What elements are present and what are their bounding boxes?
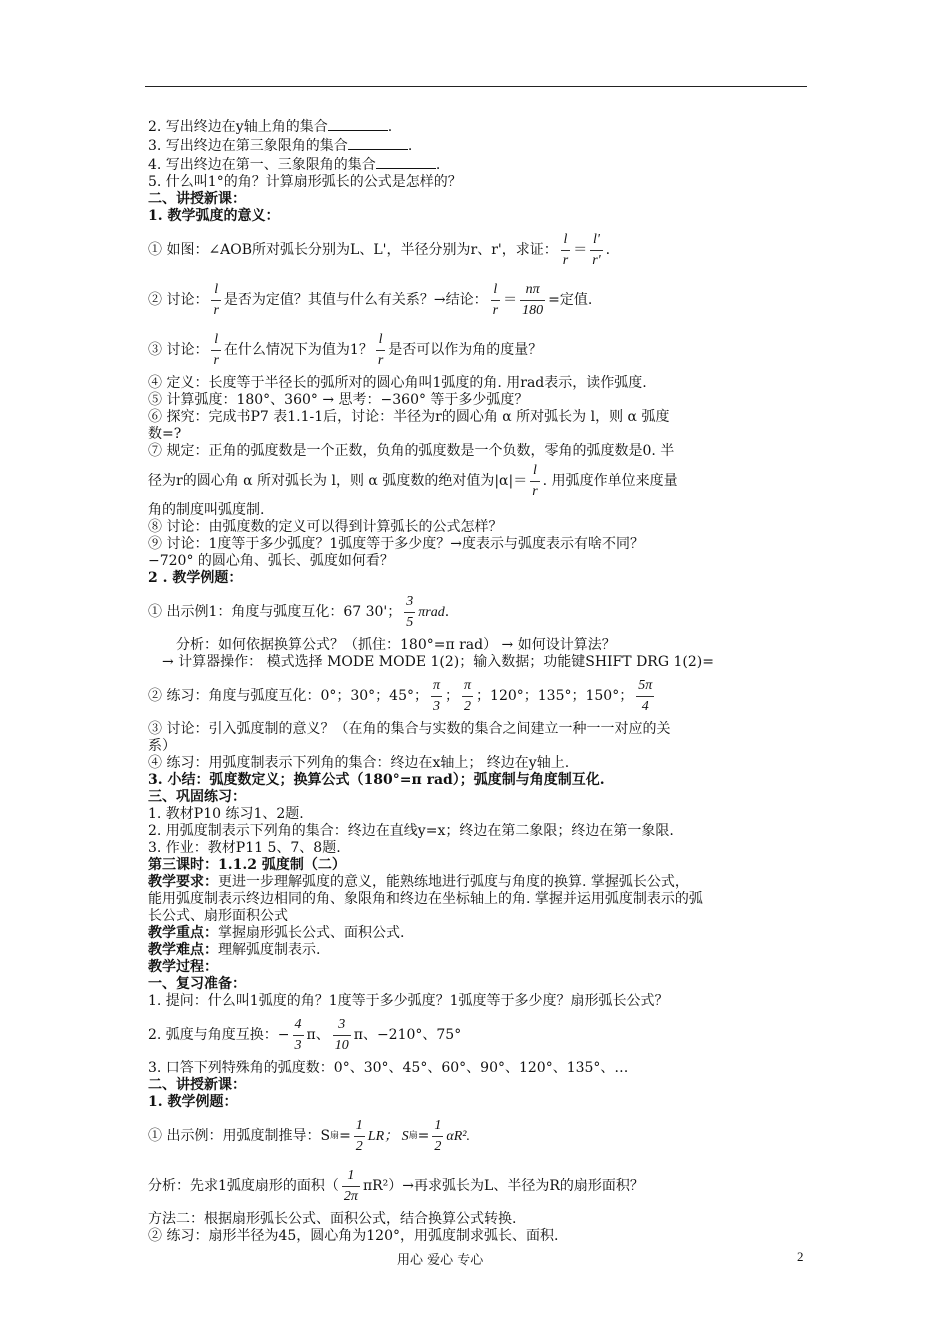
fraction: $\frac{4}{3}$: [294, 1016, 302, 1053]
fraction: $\frac{l}{r}$: [377, 331, 384, 368]
summary: 3. 小结：弧度数定义；换算公式（180°=π rad）；弧度制与角度制互化.: [148, 772, 605, 788]
review-r3: 3. 口答下列特殊角的弧度数：0°、30°、45°、60°、90°、120°、135°、…: [148, 1060, 629, 1076]
fraction: $\frac{5\pi}{4}$: [638, 677, 653, 714]
document-body: [148, 117, 808, 1245]
fraction: $\frac{3}{5}$: [406, 593, 414, 630]
header-rule: [145, 86, 807, 87]
fraction: $\frac{\pi}{3}$: [433, 677, 441, 714]
review-q2: 2. 写出终边在y轴上角的集合 .: [148, 119, 393, 135]
review-q5: 5. 什么叫1°的角？计算扇形弧长的公式是怎样的？: [148, 174, 462, 190]
section-title: 一、复习准备：: [148, 976, 246, 992]
analysis: 分析：先求1弧度扇形的面积（ $\frac{1}{2\pi}$ πR²）→再求弧长为L、半径为R的扇形面积？: [148, 1167, 644, 1204]
item-4: ④ 定义：长度等于半径长的弧所对的圆心角叫1弧度的角. 用rad表示，读作弧度.: [148, 375, 647, 391]
fraction: $\frac{3}{10}$: [334, 1016, 349, 1053]
fraction: $\frac{l}{r}$: [213, 281, 219, 318]
lesson-requirements-cont: 能用弧度制表示终边相同的角、象限角和终边在坐标轴上的角. 掌握并运用弧度制表示的弧: [148, 891, 703, 907]
section-title: 二、讲授新课：: [148, 191, 246, 207]
subsection-title: 2 . 教学例题：: [148, 570, 243, 586]
lesson-requirements: 教学要求：更进一步理解弧度的意义，能熟练地进行弧度与角度的换算. 掌握弧长公式，: [148, 874, 689, 890]
fraction: $\frac{n\pi}{180}$: [522, 281, 544, 318]
example-sector-area: ① 出示例：用弧度制推导：S 扇 = $\frac{1}{2}$ LR； S 扇 = $\frac{1}{2}$ αR².: [148, 1117, 470, 1154]
answer-blank: [328, 117, 388, 131]
lesson-requirements-cont: 长公式、扇形面积公式: [148, 908, 288, 924]
section-title: 三、巩固练习：: [148, 789, 246, 805]
lesson-difficulties: 教学难点：理解弧度制表示.: [148, 942, 321, 958]
fraction: $\frac{l'}{r'}$: [592, 231, 601, 268]
fraction: $\frac{1}{2}$: [434, 1117, 442, 1154]
item-1: ① 如图：∠AOB所对弧长分别为L、L'，半径分别为r、r'，求证： $\frac{l}{r}$ ＝ $\frac{l'}{r'}$ .: [148, 231, 611, 268]
item-2: ② 讨论： $\frac{l}{r}$ 是否为定值？其值与什么有关系？→结论： $\frac{l}{r}$ ＝ $\frac{n\pi}{180}$ =定值.: [148, 281, 593, 318]
review-q4: 4. 写出终边在第一、三象限角的集合 .: [148, 157, 441, 173]
example-1-analysis: 分析：如何依据换算公式？（抓住：180°=π rad） → 如何设计算法？: [176, 637, 616, 653]
answer-blank: [376, 155, 436, 169]
practice-1: 1. 教材P10 练习1、2题.: [148, 806, 304, 822]
item-6b: 数=?: [148, 426, 182, 442]
example-1-calculator: → 计算器操作： 模式选择 MODE MODE 1(2)；输入数据；功能键SHIFT DRG 1(2)=: [162, 654, 714, 670]
item-7b: 径为r的圆心角 α 所对弧长为 l，则 α 弧度数的绝对值为|α|＝ $\frac{l}{r}$ . 用弧度作单位来度量: [148, 462, 678, 499]
footer-slogan: 用心 爱心 专心: [397, 1253, 484, 1268]
lesson-key-points: 教学重点：掌握扇形弧长公式、面积公式.: [148, 925, 405, 941]
example-1: ① 出示例1：角度与弧度互化：67 30'； $\frac{3}{5}$ πrad .: [148, 593, 450, 630]
review-r1: 1. 提问：什么叫1弧度的角？1度等于多少弧度？1弧度等于多少度？扇形弧长公式？: [148, 993, 669, 1009]
item-7a: ⑦ 规定：正角的弧度数是一个正数，负角的弧度数是一个负数，零角的弧度数是0. 半: [148, 443, 675, 459]
item-8: ⑧ 讨论：由弧度数的定义可以得到计算弧长的公式怎样？: [148, 519, 503, 535]
item-3: ③ 讨论： $\frac{l}{r}$ 在什么情况下为值为1？ $\frac{l}{r}$ 是否可以作为角的度量？: [148, 331, 543, 368]
exercise-2: ② 练习：扇形半径为45，圆心角为120°，用弧度制求弧长、面积.: [148, 1228, 559, 1244]
lesson-process: 教学过程：: [148, 959, 218, 975]
subsection-title: 1. 教学弧度的意义：: [148, 208, 280, 224]
method-two: 方法二：根据扇形弧长公式、面积公式，结合换算公式转换.: [148, 1211, 517, 1227]
section-title: 二、讲授新课：: [148, 1077, 246, 1093]
review-q3: 3. 写出终边在第三象限角的集合 .: [148, 138, 413, 154]
fraction: $\frac{l}{r}$: [492, 281, 499, 318]
fraction: $\frac{l}{r}$: [213, 331, 219, 368]
item-5: ⑤ 计算弧度：180°、360° → 思考：−360° 等于多少弧度？: [148, 392, 529, 408]
item-7d: 角的制度叫弧度制.: [148, 502, 265, 518]
review-r2: 2. 弧度与角度互换：− $\frac{4}{3}$ π、 $\frac{3}{10}$ π、−210°、75°: [148, 1016, 462, 1053]
example-3b: 系）: [148, 738, 176, 754]
fraction: $\frac{1}{2}$: [355, 1117, 363, 1154]
page-number: 2: [797, 1249, 804, 1264]
practice-3: 3. 作业：教材P11 5、7、8题.: [148, 840, 341, 856]
practice-2: 2. 用弧度制表示下列角的集合：终边在直线y=x；终边在第二象限；终边在第一象限.: [148, 823, 674, 839]
example-2: ② 练习：角度与弧度互化：0°；30°；45°； $\frac{\pi}{3}$ ； $\frac{\pi}{2}$ ；120°；135°；150°； $\frac{5\pi}{4}$: [148, 677, 653, 714]
fraction: $\frac{\pi}{2}$: [464, 677, 472, 714]
item-9: ⑨ 讨论：1度等于多少弧度？1弧度等于多少度？→度表示与弧度表示有啥不同？: [148, 536, 644, 552]
item-6a: ⑥ 探究：完成书P7 表1.1-1后，讨论：半径为r的圆心角 α 所对弧长为 l，则 α 弧度: [148, 409, 670, 425]
fraction: $\frac{1}{2\pi}$: [343, 1167, 358, 1204]
example-3a: ③ 讨论：引入弧度制的意义？（在角的集合与实数的集合之间建立一种一一对应的关: [148, 721, 671, 737]
item-10: −720° 的圆心角、弧长、弧度如何看？: [148, 553, 394, 569]
example-4: ④ 练习：用弧度制表示下列角的集合：终边在x轴上； 终边在y轴上.: [148, 755, 570, 771]
lesson-title: 第三课时：1.1.2 弧度制（二）: [148, 857, 346, 873]
subsection-title: 1. 教学例题：: [148, 1094, 238, 1110]
answer-blank: [348, 136, 408, 150]
fraction: $\frac{l}{r}$: [562, 231, 569, 268]
fraction: $\frac{l}{r}$: [532, 462, 538, 499]
